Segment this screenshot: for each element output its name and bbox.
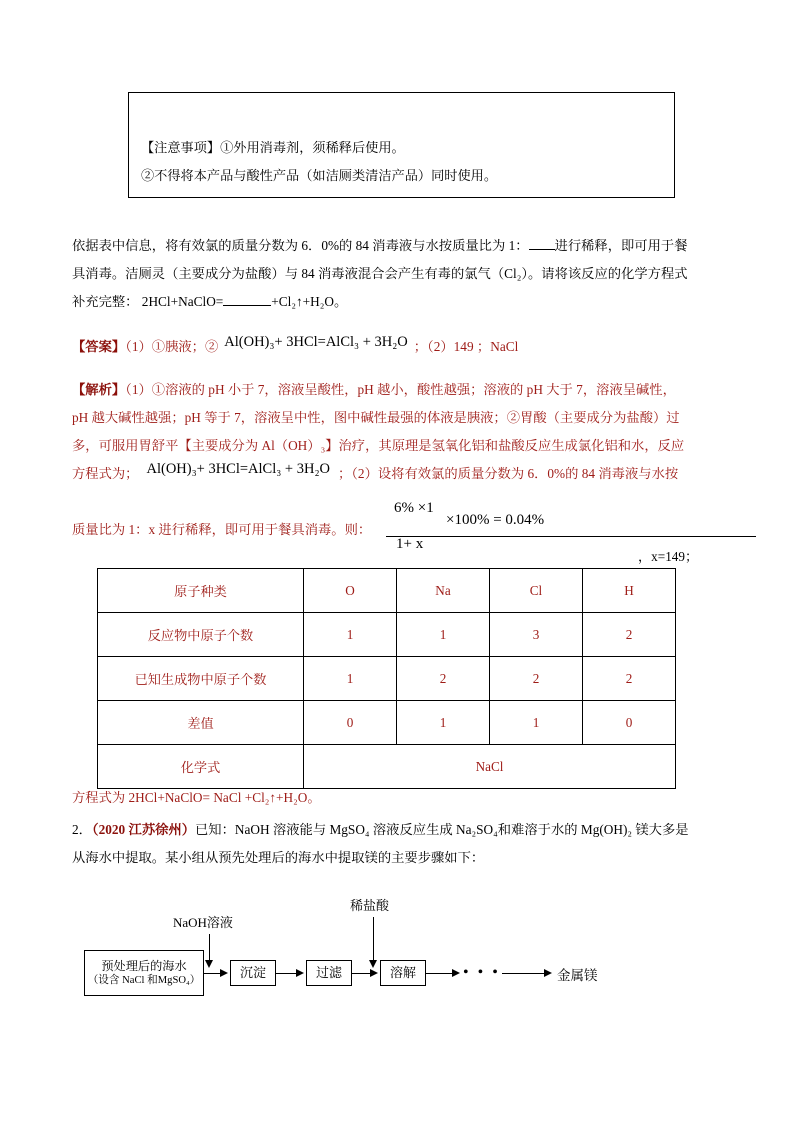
flow-arrow-4 (452, 969, 460, 977)
question-line-1-a: 依据表中信息，将有效氯的质量分数为 6．0%的 84 消毒液与水按质量比为 1： (72, 238, 529, 253)
cell-value: 0 (304, 701, 397, 745)
question-line-3-b: +Cl₂↑+H₂O。 (271, 294, 348, 309)
question-2-block (72, 816, 724, 872)
cell-value: 2 (583, 613, 676, 657)
analysis-line-5: 质量比为 1：x 进行稀释，即可用于餐具消毒。则： (72, 522, 372, 537)
question-2-line-1 (72, 816, 724, 844)
atoms-count-table (97, 568, 676, 789)
cell-value: 2 (490, 657, 583, 701)
answer-tag: 【答案】 (72, 339, 126, 354)
cell-value: 1 (397, 701, 490, 745)
cell-value: 1 (304, 657, 397, 701)
cell-value: Cl (490, 569, 583, 613)
question-line-3 (72, 288, 724, 316)
flow-ellipsis: • • • (463, 964, 501, 981)
row-label: 反应物中原子个数 (98, 613, 304, 657)
equation-result-line (72, 784, 724, 812)
cell-value: 2 (583, 657, 676, 701)
flow-connector-3 (352, 973, 372, 974)
analysis-line-2: pH 越大碱性越强；pH 等于 7，溶液呈中性，图中碱性最强的体液是胰液；②胃酸（主要成分为盐酸）过 (72, 410, 680, 425)
row-label: 差值 (98, 701, 304, 745)
question-paragraph (72, 232, 724, 316)
question-2-line-2: 从海水中提取。某小组从预先处理后的海水中提取镁的主要步骤如下： (72, 850, 485, 865)
formula-fraction-bar (386, 536, 756, 537)
flow-box-dissolve: 溶解 (380, 960, 426, 986)
formula-x-value: ，x=149； (638, 549, 699, 564)
flow-arrow-2 (296, 969, 304, 977)
table-row (98, 657, 676, 701)
magnesium-extraction-flowchart (70, 890, 735, 1030)
analysis-line-4-a: 方程式为； (72, 466, 139, 481)
dilution-formula (386, 500, 756, 564)
flow-box-seawater-line-1: 预处理后的海水 (101, 958, 187, 973)
answer-part-1: （1）①胰液；② (125, 339, 219, 354)
analysis-line-3: 多，可服用胃舒平【主要成分为 Al（OH）₃】治疗，其原理是氢氧化铝和盐酸反应生成氯化铝和水，反应 (72, 438, 685, 453)
question-2-line-1-text: 已知：NaOH 溶液能与 MgSO₄ 溶液反应生成 Na₂SO₄和难溶于水的 Mg(OH)₂ 镁大多是 (195, 822, 689, 837)
cell-value: 1 (490, 701, 583, 745)
cell-value: Na (397, 569, 490, 613)
question-line-3-a: 补充完整： 2HCl+NaClO= (72, 294, 224, 309)
reagent-label-naoh: NaOH溶液 (173, 915, 233, 930)
flow-connector-4 (426, 973, 454, 974)
table-row (98, 613, 676, 657)
formula-tail: ×100% = 0.04% (446, 512, 545, 528)
row-label: 原子种类 (98, 569, 304, 613)
analysis-tag: 【解析】 (72, 382, 126, 397)
question-line-1 (72, 232, 724, 260)
blank-product (223, 305, 271, 306)
formula-numerator: 6% ×1 (394, 500, 434, 516)
analysis-line-4 (72, 460, 724, 488)
analysis-equation: Al(OH)₃+ 3HCl=AlCl₃ + 3H₂O (146, 461, 330, 477)
analysis-line-4-b: ；（2）设将有效氯的质量分数为 6．0%的 84 消毒液与水按 (337, 466, 679, 481)
table-row (98, 701, 676, 745)
flow-box-filter: 过滤 (306, 960, 352, 986)
analysis-line-1 (72, 376, 724, 404)
row-label: 已知生成物中原子个数 (98, 657, 304, 701)
cell-value: 0 (583, 701, 676, 745)
flow-connector-2 (276, 973, 298, 974)
reagent-label-hcl: 稀盐酸 (350, 898, 390, 913)
question-line-1-b: 进行稀释，即可用于餐 (554, 238, 688, 253)
flow-arrow-1 (220, 969, 228, 977)
answer-block (72, 333, 724, 361)
reagent-arrow-head-2 (369, 960, 377, 968)
question-2-number: 2． (72, 822, 92, 837)
equation-result-prefix: 方程式为 (72, 790, 126, 805)
table-row (98, 745, 676, 789)
question-2-source: （2020 江苏徐州） (91, 822, 196, 837)
flow-box-precipitate: 沉淀 (230, 960, 276, 986)
equation-result-equation: 2HCl+NaClO= NaCl +Cl₂↑+H₂O。 (128, 790, 321, 805)
table-row (98, 569, 676, 613)
answer-line (72, 333, 724, 361)
cell-value: 3 (490, 613, 583, 657)
reagent-arrow-head-1 (205, 960, 213, 968)
blank-ratio (529, 249, 555, 250)
row-label: 化学式 (98, 745, 304, 789)
cell-value: 2 (397, 657, 490, 701)
equation-result-block (72, 784, 724, 812)
flow-connector-5 (502, 973, 546, 974)
cell-value: 1 (397, 613, 490, 657)
question-line-2: 具消毒。洁厕灵（主要成分为盐酸）与 84 消毒液混合会产生有毒的氯气（Cl₂）。请将该反应的化学方程式 (72, 266, 688, 281)
flow-arrow-5 (544, 969, 552, 977)
flow-arrow-3 (370, 969, 378, 977)
analysis-line-1-text: （1）①溶液的 pH 小于 7，溶液呈酸性，pH 越小，酸性越强；溶液的 pH 大于 7，溶液呈碱性， (125, 382, 676, 397)
cell-value: O (304, 569, 397, 613)
flow-product-label: 金属镁 (557, 968, 598, 983)
cell-value-formula: NaCl (304, 745, 676, 789)
cell-value: 1 (304, 613, 397, 657)
reagent-arrow-line-2 (373, 917, 374, 962)
cell-value: H (583, 569, 676, 613)
formula-denominator: 1+ x (396, 536, 424, 552)
answer-equation: Al(OH)₃+ 3HCl=AlCl₃ + 3H₂O (224, 334, 408, 350)
notice-box (128, 92, 675, 198)
flow-box-seawater (84, 950, 204, 996)
notice-line-1: 【注意事项】①外用消毒剂，须稀释后使用。 (141, 140, 405, 155)
flow-box-seawater-line-2: （设含 NaCl 和MgSO₄） (87, 975, 201, 987)
notice-line-2: ②不得将本产品与酸性产品（如洁厕类清洁产品）同时使用。 (141, 168, 498, 183)
answer-part-2: ；（2）149 ；NaCl (413, 339, 519, 354)
reagent-arrow-line-1 (209, 934, 210, 962)
